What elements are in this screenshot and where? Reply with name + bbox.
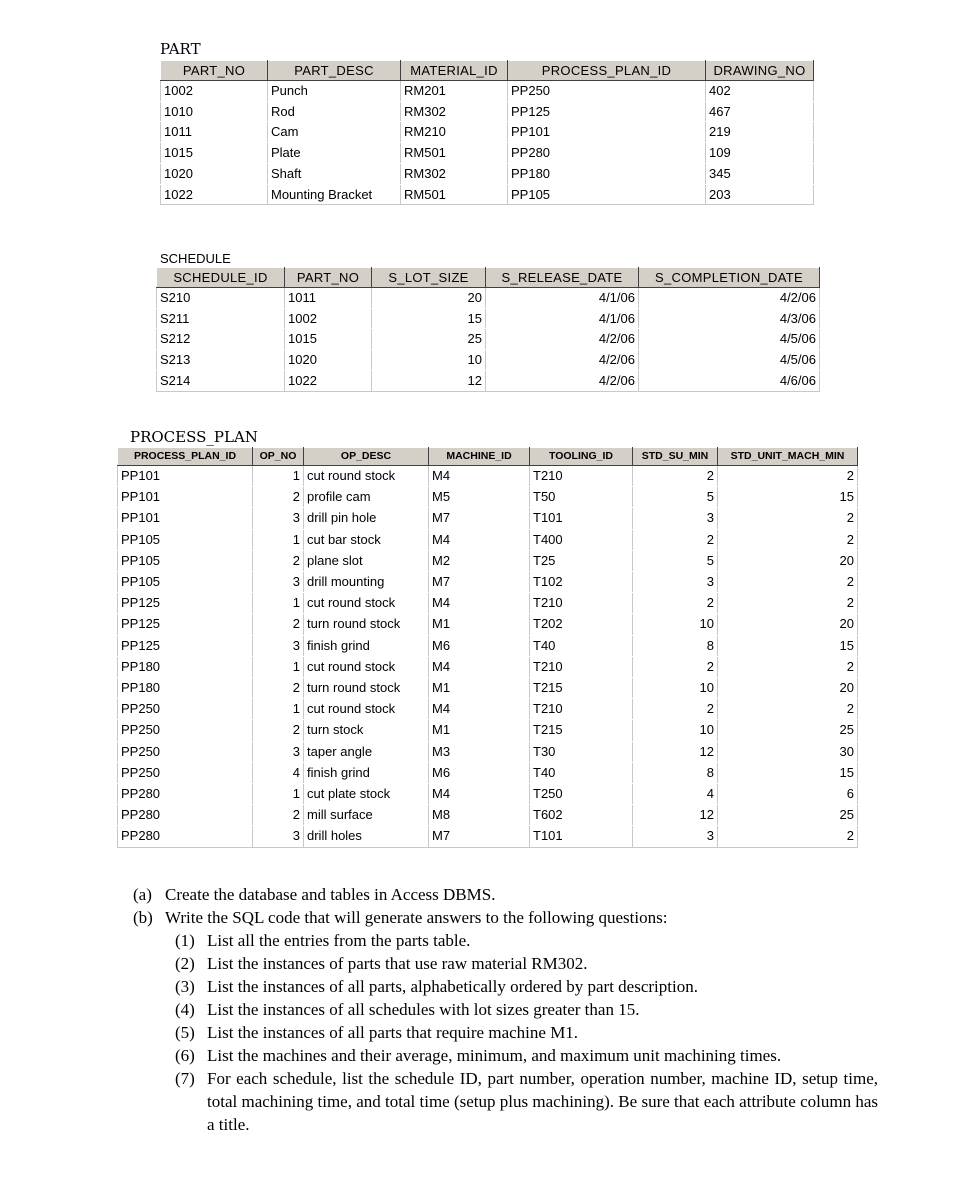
process-plan-table-row (118, 572, 858, 593)
sub-question (175, 1044, 878, 1067)
part-cell: RM210 (401, 122, 508, 143)
process-plan-cell: cut round stock (304, 656, 429, 677)
sub-question (175, 998, 878, 1021)
part-cell: Mounting Bracket (268, 184, 401, 205)
process-plan-cell: T101 (530, 508, 633, 529)
process-plan-table-row (118, 529, 858, 550)
process-plan-cell: cut bar stock (304, 529, 429, 550)
schedule-cell: S214 (157, 370, 285, 391)
process-plan-column-header: TOOLING_ID (530, 448, 633, 466)
process-plan-cell: T215 (530, 678, 633, 699)
process-plan-cell: taper angle (304, 741, 429, 762)
schedule-cell: 4/2/06 (486, 370, 639, 391)
process-plan-cell: 6 (718, 784, 858, 805)
part-column-header: PART_DESC (268, 61, 401, 81)
schedule-body (157, 288, 820, 392)
process-plan-cell: PP250 (118, 720, 253, 741)
process-plan-cell: 25 (718, 720, 858, 741)
process-plan-cell: 25 (718, 805, 858, 826)
process-plan-cell: PP101 (118, 487, 253, 508)
process-plan-table-row (118, 678, 858, 699)
schedule-column-header: S_COMPLETION_DATE (639, 268, 820, 288)
process-plan-table-row (118, 487, 858, 508)
process-plan-cell: 2 (718, 572, 858, 593)
part-cell: RM501 (401, 184, 508, 205)
process-plan-table-row (118, 550, 858, 571)
process-plan-body (118, 466, 858, 848)
process-plan-column-header: STD_SU_MIN (633, 448, 718, 466)
process-plan-cell: 8 (633, 762, 718, 783)
schedule-cell: 1022 (285, 370, 372, 391)
process-plan-column-header: MACHINE_ID (429, 448, 530, 466)
question-b (133, 906, 878, 929)
part-cell: 1020 (161, 163, 268, 184)
process-plan-table-row (118, 741, 858, 762)
process-plan-cell: 3 (253, 826, 304, 847)
process-plan-cell: T40 (530, 762, 633, 783)
process-plan-cell: profile cam (304, 487, 429, 508)
sub-question (175, 975, 878, 998)
process-plan-cell: 8 (633, 635, 718, 656)
process-plan-cell: M1 (429, 678, 530, 699)
process-plan-cell: M4 (429, 784, 530, 805)
process-plan-cell: PP105 (118, 572, 253, 593)
process-plan-cell: 2 (253, 678, 304, 699)
schedule-column-header: PART_NO (285, 268, 372, 288)
process-plan-cell: PP125 (118, 614, 253, 635)
sub-question-text: List all the entries from the parts table. (207, 931, 471, 950)
process-plan-table-row (118, 826, 858, 847)
process-plan-cell: T210 (530, 466, 633, 487)
part-cell: RM201 (401, 81, 508, 102)
process-plan-cell: M7 (429, 508, 530, 529)
process-plan-cell: cut plate stock (304, 784, 429, 805)
process-plan-cell: T215 (530, 720, 633, 741)
process-plan-cell: M4 (429, 656, 530, 677)
part-cell: Plate (268, 143, 401, 164)
process-plan-cell: 2 (633, 529, 718, 550)
sub-question (175, 952, 878, 975)
schedule-cell: 4/2/06 (639, 288, 820, 309)
process-plan-cell: M1 (429, 720, 530, 741)
process-plan-cell: T25 (530, 550, 633, 571)
process-plan-cell: cut round stock (304, 593, 429, 614)
process-plan-table-row (118, 656, 858, 677)
process-plan-cell: 5 (633, 550, 718, 571)
schedule-cell: 4/2/06 (486, 350, 639, 371)
process-plan-cell: cut round stock (304, 466, 429, 487)
process-plan-cell: T210 (530, 656, 633, 677)
sub-question-label: (6) (175, 1046, 195, 1065)
process-plan-header-row (118, 448, 858, 466)
schedule-table-title: SCHEDULE (160, 251, 231, 266)
process-plan-cell: 5 (633, 487, 718, 508)
part-cell: 1015 (161, 143, 268, 164)
schedule-cell: 4/2/06 (486, 329, 639, 350)
process-plan-column-header: PROCESS_PLAN_ID (118, 448, 253, 466)
process-plan-cell: M6 (429, 762, 530, 783)
part-cell: 402 (706, 81, 814, 102)
schedule-cell: 1015 (285, 329, 372, 350)
process-plan-cell: 4 (633, 784, 718, 805)
schedule-cell: 4/5/06 (639, 329, 820, 350)
sub-question (175, 1021, 878, 1044)
schedule-cell: 4/1/06 (486, 308, 639, 329)
process-plan-table-row (118, 508, 858, 529)
schedule-cell: 20 (372, 288, 486, 309)
sub-question-list (133, 929, 878, 1136)
process-plan-cell: 2 (253, 614, 304, 635)
question-a (133, 883, 878, 906)
process-plan-cell: 1 (253, 699, 304, 720)
schedule-cell: 4/3/06 (639, 308, 820, 329)
schedule-column-header: SCHEDULE_ID (157, 268, 285, 288)
part-table (160, 60, 814, 205)
process-plan-cell: M4 (429, 529, 530, 550)
schedule-column-header: S_LOT_SIZE (372, 268, 486, 288)
process-plan-cell: 2 (718, 826, 858, 847)
process-plan-cell: turn stock (304, 720, 429, 741)
sub-question-label: (3) (175, 977, 195, 996)
process-plan-cell: 30 (718, 741, 858, 762)
schedule-header-row (157, 268, 820, 288)
part-cell: RM501 (401, 143, 508, 164)
schedule-table-row (157, 370, 820, 391)
process-plan-table-row (118, 466, 858, 487)
process-plan-table (117, 447, 858, 848)
process-plan-cell: PP250 (118, 741, 253, 762)
process-plan-cell: PP250 (118, 762, 253, 783)
part-cell: 1011 (161, 122, 268, 143)
process-plan-cell: PP280 (118, 805, 253, 826)
process-plan-cell: T30 (530, 741, 633, 762)
part-cell: 1002 (161, 81, 268, 102)
process-plan-cell: drill mounting (304, 572, 429, 593)
schedule-cell: 12 (372, 370, 486, 391)
part-cell: Rod (268, 101, 401, 122)
part-cell: RM302 (401, 163, 508, 184)
schedule-cell: 1020 (285, 350, 372, 371)
process-plan-cell: 20 (718, 614, 858, 635)
process-plan-cell: 2 (253, 720, 304, 741)
process-plan-cell: 15 (718, 487, 858, 508)
process-plan-cell: 3 (633, 508, 718, 529)
schedule-cell: S211 (157, 308, 285, 329)
part-table-row (161, 143, 814, 164)
part-cell: 1010 (161, 101, 268, 122)
process-plan-cell: T210 (530, 699, 633, 720)
question-label: (a) (133, 885, 152, 904)
process-plan-cell: T602 (530, 805, 633, 826)
schedule-cell: 15 (372, 308, 486, 329)
part-column-header: MATERIAL_ID (401, 61, 508, 81)
process-plan-cell: M1 (429, 614, 530, 635)
process-plan-cell: 3 (633, 572, 718, 593)
process-plan-table-row (118, 720, 858, 741)
process-plan-cell: 1 (253, 593, 304, 614)
process-plan-cell: M8 (429, 805, 530, 826)
schedule-table (156, 267, 820, 392)
process-plan-cell: 2 (633, 656, 718, 677)
schedule-cell: 25 (372, 329, 486, 350)
part-cell: 219 (706, 122, 814, 143)
process-plan-cell: 2 (718, 699, 858, 720)
part-table-row (161, 163, 814, 184)
sub-question-label: (4) (175, 1000, 195, 1019)
process-plan-cell: 15 (718, 635, 858, 656)
process-plan-cell: 2 (718, 508, 858, 529)
sub-question-label: (7) (175, 1069, 195, 1088)
sub-question-text: List the instances of all schedules with lot sizes greater than 15. (207, 1000, 640, 1019)
part-cell: PP250 (508, 81, 706, 102)
process-plan-table-row (118, 762, 858, 783)
part-cell: 467 (706, 101, 814, 122)
process-plan-cell: mill surface (304, 805, 429, 826)
process-plan-cell: PP101 (118, 508, 253, 529)
sub-question-text: For each schedule, list the schedule ID, part number, operation number, machine ID, setup time, total machining time, and total time (setup plus machining). Be sure that each attribute column has a title. (207, 1069, 878, 1134)
process-plan-cell: 12 (633, 805, 718, 826)
process-plan-cell: T101 (530, 826, 633, 847)
part-table-row (161, 101, 814, 122)
process-plan-cell: 1 (253, 784, 304, 805)
sub-question-text: List the instances of all parts, alphabetically ordered by part description. (207, 977, 698, 996)
part-cell: PP180 (508, 163, 706, 184)
part-cell: 1022 (161, 184, 268, 205)
process-plan-cell: 15 (718, 762, 858, 783)
schedule-cell: S210 (157, 288, 285, 309)
process-plan-cell: 10 (633, 614, 718, 635)
process-plan-table-row (118, 784, 858, 805)
process-plan-table-row (118, 593, 858, 614)
part-column-header: PROCESS_PLAN_ID (508, 61, 706, 81)
sub-question (175, 929, 878, 952)
part-cell: 203 (706, 184, 814, 205)
part-column-header: PART_NO (161, 61, 268, 81)
process-plan-table-title: PROCESS_PLAN (130, 428, 258, 446)
part-cell: PP101 (508, 122, 706, 143)
process-plan-cell: M4 (429, 699, 530, 720)
question-text: Create the database and tables in Access DBMS. (165, 885, 496, 904)
part-cell: 109 (706, 143, 814, 164)
schedule-column-header: S_RELEASE_DATE (486, 268, 639, 288)
sub-question-label: (1) (175, 931, 195, 950)
part-cell: Shaft (268, 163, 401, 184)
process-plan-cell: 12 (633, 741, 718, 762)
question-text: Write the SQL code that will generate answers to the following questions: (165, 908, 668, 927)
process-plan-cell: 2 (253, 550, 304, 571)
process-plan-cell: 2 (633, 699, 718, 720)
schedule-cell: 1002 (285, 308, 372, 329)
schedule-table-row (157, 308, 820, 329)
process-plan-cell: 3 (253, 572, 304, 593)
process-plan-cell: PP105 (118, 550, 253, 571)
process-plan-cell: finish grind (304, 635, 429, 656)
schedule-cell: 4/1/06 (486, 288, 639, 309)
process-plan-cell: 2 (718, 593, 858, 614)
part-table-row (161, 81, 814, 102)
process-plan-cell: M7 (429, 826, 530, 847)
process-plan-cell: plane slot (304, 550, 429, 571)
process-plan-cell: M4 (429, 466, 530, 487)
process-plan-cell: 2 (633, 593, 718, 614)
part-column-header: DRAWING_NO (706, 61, 814, 81)
part-table-row (161, 122, 814, 143)
sub-question-text: List the machines and their average, minimum, and maximum unit machining times. (207, 1046, 782, 1065)
process-plan-table-row (118, 699, 858, 720)
process-plan-cell: T202 (530, 614, 633, 635)
sub-question-text: List the instances of all parts that require machine M1. (207, 1023, 579, 1042)
process-plan-cell: turn round stock (304, 678, 429, 699)
part-cell: 345 (706, 163, 814, 184)
schedule-cell: 10 (372, 350, 486, 371)
process-plan-cell: 3 (253, 635, 304, 656)
process-plan-cell: PP180 (118, 656, 253, 677)
process-plan-cell: M3 (429, 741, 530, 762)
part-cell: PP105 (508, 184, 706, 205)
process-plan-cell: T210 (530, 593, 633, 614)
process-plan-cell: 20 (718, 550, 858, 571)
part-cell: PP280 (508, 143, 706, 164)
process-plan-cell: 2 (718, 466, 858, 487)
process-plan-cell: drill pin hole (304, 508, 429, 529)
schedule-cell: 4/6/06 (639, 370, 820, 391)
process-plan-cell: M6 (429, 635, 530, 656)
process-plan-cell: M7 (429, 572, 530, 593)
part-table-title: PART (160, 40, 201, 58)
sub-question-label: (5) (175, 1023, 195, 1042)
process-plan-cell: 3 (253, 508, 304, 529)
process-plan-cell: cut round stock (304, 699, 429, 720)
process-plan-cell: PP280 (118, 826, 253, 847)
process-plan-cell: M4 (429, 593, 530, 614)
process-plan-table-row (118, 805, 858, 826)
part-cell: RM302 (401, 101, 508, 122)
process-plan-cell: PP105 (118, 529, 253, 550)
question-label: (b) (133, 908, 153, 927)
process-plan-cell: 10 (633, 720, 718, 741)
process-plan-cell: 3 (633, 826, 718, 847)
process-plan-cell: PP250 (118, 699, 253, 720)
sub-question-label: (2) (175, 954, 195, 973)
part-cell: PP125 (508, 101, 706, 122)
process-plan-cell: 2 (253, 805, 304, 826)
process-plan-column-header: OP_DESC (304, 448, 429, 466)
process-plan-cell: M5 (429, 487, 530, 508)
process-plan-cell: finish grind (304, 762, 429, 783)
process-plan-cell: 1 (253, 529, 304, 550)
process-plan-cell: 2 (253, 487, 304, 508)
process-plan-cell: 1 (253, 656, 304, 677)
process-plan-cell: 4 (253, 762, 304, 783)
part-header-row (161, 61, 814, 81)
schedule-cell: 4/5/06 (639, 350, 820, 371)
part-cell: Punch (268, 81, 401, 102)
schedule-table-row (157, 329, 820, 350)
process-plan-cell: T400 (530, 529, 633, 550)
process-plan-table-row (118, 635, 858, 656)
process-plan-cell: PP180 (118, 678, 253, 699)
process-plan-column-header: OP_NO (253, 448, 304, 466)
part-body (161, 81, 814, 205)
schedule-cell: 1011 (285, 288, 372, 309)
process-plan-table-row (118, 614, 858, 635)
process-plan-cell: 20 (718, 678, 858, 699)
process-plan-cell: PP280 (118, 784, 253, 805)
process-plan-cell: 1 (253, 466, 304, 487)
schedule-cell: S213 (157, 350, 285, 371)
schedule-table-row (157, 288, 820, 309)
process-plan-cell: turn round stock (304, 614, 429, 635)
process-plan-cell: M2 (429, 550, 530, 571)
process-plan-cell: 10 (633, 678, 718, 699)
process-plan-cell: T40 (530, 635, 633, 656)
process-plan-column-header: STD_UNIT_MACH_MIN (718, 448, 858, 466)
process-plan-cell: PP125 (118, 635, 253, 656)
process-plan-cell: drill holes (304, 826, 429, 847)
process-plan-cell: 2 (718, 656, 858, 677)
process-plan-cell: 3 (253, 741, 304, 762)
process-plan-cell: T50 (530, 487, 633, 508)
process-plan-cell: T250 (530, 784, 633, 805)
questions (133, 883, 878, 1136)
process-plan-cell: 2 (633, 466, 718, 487)
process-plan-cell: 2 (718, 529, 858, 550)
schedule-table-row (157, 350, 820, 371)
process-plan-cell: T102 (530, 572, 633, 593)
process-plan-cell: PP125 (118, 593, 253, 614)
part-cell: Cam (268, 122, 401, 143)
part-table-row (161, 184, 814, 205)
sub-question-text: List the instances of parts that use raw material RM302. (207, 954, 588, 973)
schedule-cell: S212 (157, 329, 285, 350)
process-plan-cell: PP101 (118, 466, 253, 487)
sub-question (175, 1067, 878, 1136)
